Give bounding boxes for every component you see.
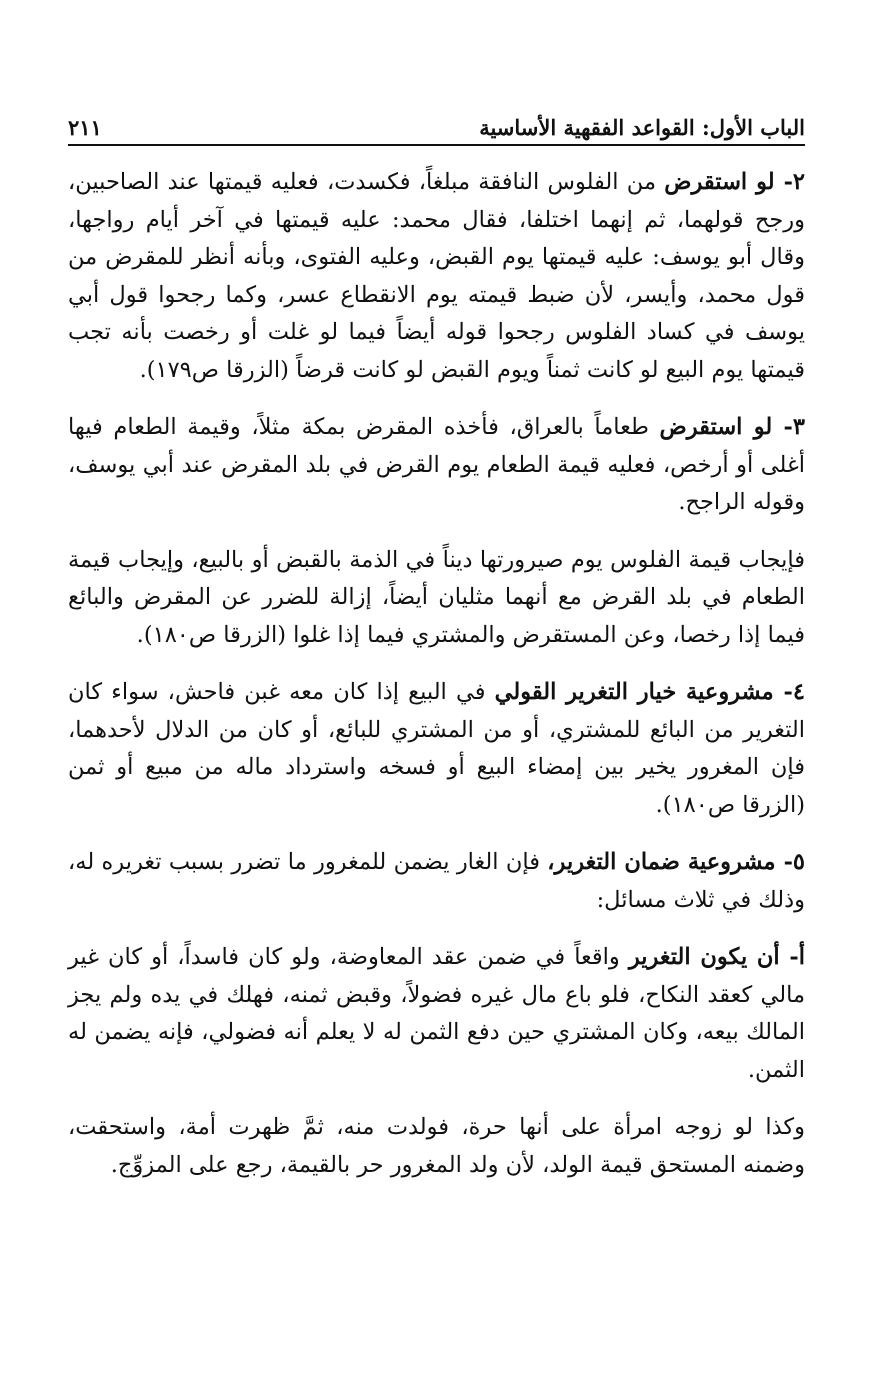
paragraph-lead: ٥- مشروعية ضمان التغرير، <box>547 849 805 875</box>
paragraph-text: فإن الغار يضمن للمغرور ما تضرر بسبب تغريره له، وذلك في ثلاث مسائل: <box>68 849 805 913</box>
paragraph-lead: ٢- لو استقرض <box>664 169 805 195</box>
chapter-title: الباب الأول: القواعد الفقهية الأساسية <box>479 115 805 140</box>
paragraph-text: واقعاً في ضمن عقد المعاوضة، ولو كان فاسداً، أو كان غير مالي كعقد النكاح، فلو باع مال غيره فضولاً، وقبض ثمنه، فهلك في يده ولم يجز المالك بيعه، وكان المشتري حين دفع الثمن له لا يعلم أنه فضولي، فإنه يضمن له الثمن. <box>68 944 805 1083</box>
paragraph-conclusion <box>68 542 805 655</box>
paragraph-5 <box>68 844 805 919</box>
paragraph-2 <box>68 164 805 389</box>
paragraph-lead: أ- أن يكون التغرير <box>628 944 805 970</box>
page-number: ٢١١ <box>68 115 102 140</box>
paragraph-text: فإيجاب قيمة الفلوس يوم صيرورتها ديناً في الذمة بالقبض أو بالبيع، وإيجاب قيمة الطعام في بلد القرض مع أنهما مثليان أيضاً، إزالة للضرر عن المقرض والبائع فيما إذا رخصا، وعن المستقرض والمشتري فيما إذا غلوا (الزرقا ص١٨٠). <box>68 546 805 648</box>
paragraph-example <box>68 1109 805 1184</box>
paragraph-lead: ٤- مشروعية خيار التغرير القولي <box>494 679 805 705</box>
paragraph-3 <box>68 409 805 522</box>
page-header <box>68 100 805 146</box>
paragraph-text: في البيع إذا كان معه غبن فاحش، سواء كان التغرير من البائع للمشتري، أو من المشتري للبائع، أو كان من الدلال لأحدهما، فإن المغرور يخير بين إمضاء البيع أو فسخه واسترداد ماله من مبيع أو ثمن (الزرقا ص١٨٠). <box>68 679 805 818</box>
page-body <box>68 164 805 1204</box>
paragraph-lead: ٣- لو استقرض <box>659 414 805 440</box>
paragraph-5a <box>68 939 805 1089</box>
paragraph-text: طعاماً بالعراق، فأخذه المقرض بمكة مثلاً، وقيمة الطعام فيها أغلى أو أرخص، فعليه قيمة الطعام يوم القرض في بلد المقرض عند أبي يوسف، وقوله الراجح. <box>68 414 805 515</box>
paragraph-4 <box>68 674 805 824</box>
paragraph-text: من الفلوس النافقة مبلغاً، فكسدت، فعليه قيمتها عند الصاحبين، ورجح قولهما، ثم إنهما اختلفا، فقال محمد: عليه قيمتها في آخر أيام رواجها، وقال أبو يوسف: عليه قيمتها يوم القبض، وعليه الفتوى، وبأنه أنظر للمقرض من قول محمد، وأيسر، لأن ضبط قيمته يوم الانقطاع عسر، وكما رجحوا قول أبي يوسف في كساد الفلوس رجحوا قوله أيضاً فيما لو غلت أو رخصت بأنه تجب قيمتها يوم البيع لو كانت ثمناً ويوم القبض لو كانت قرضاً (الزرقا ص١٧٩). <box>68 169 805 383</box>
paragraph-text: وكذا لو زوجه امرأة على أنها حرة، فولدت منه، ثمَّ ظهرت أمة، واستحقت، وضمنه المستحق قيمة الولد، لأن ولد المغرور حر بالقيمة، رجع على المزوِّج. <box>68 1114 805 1178</box>
